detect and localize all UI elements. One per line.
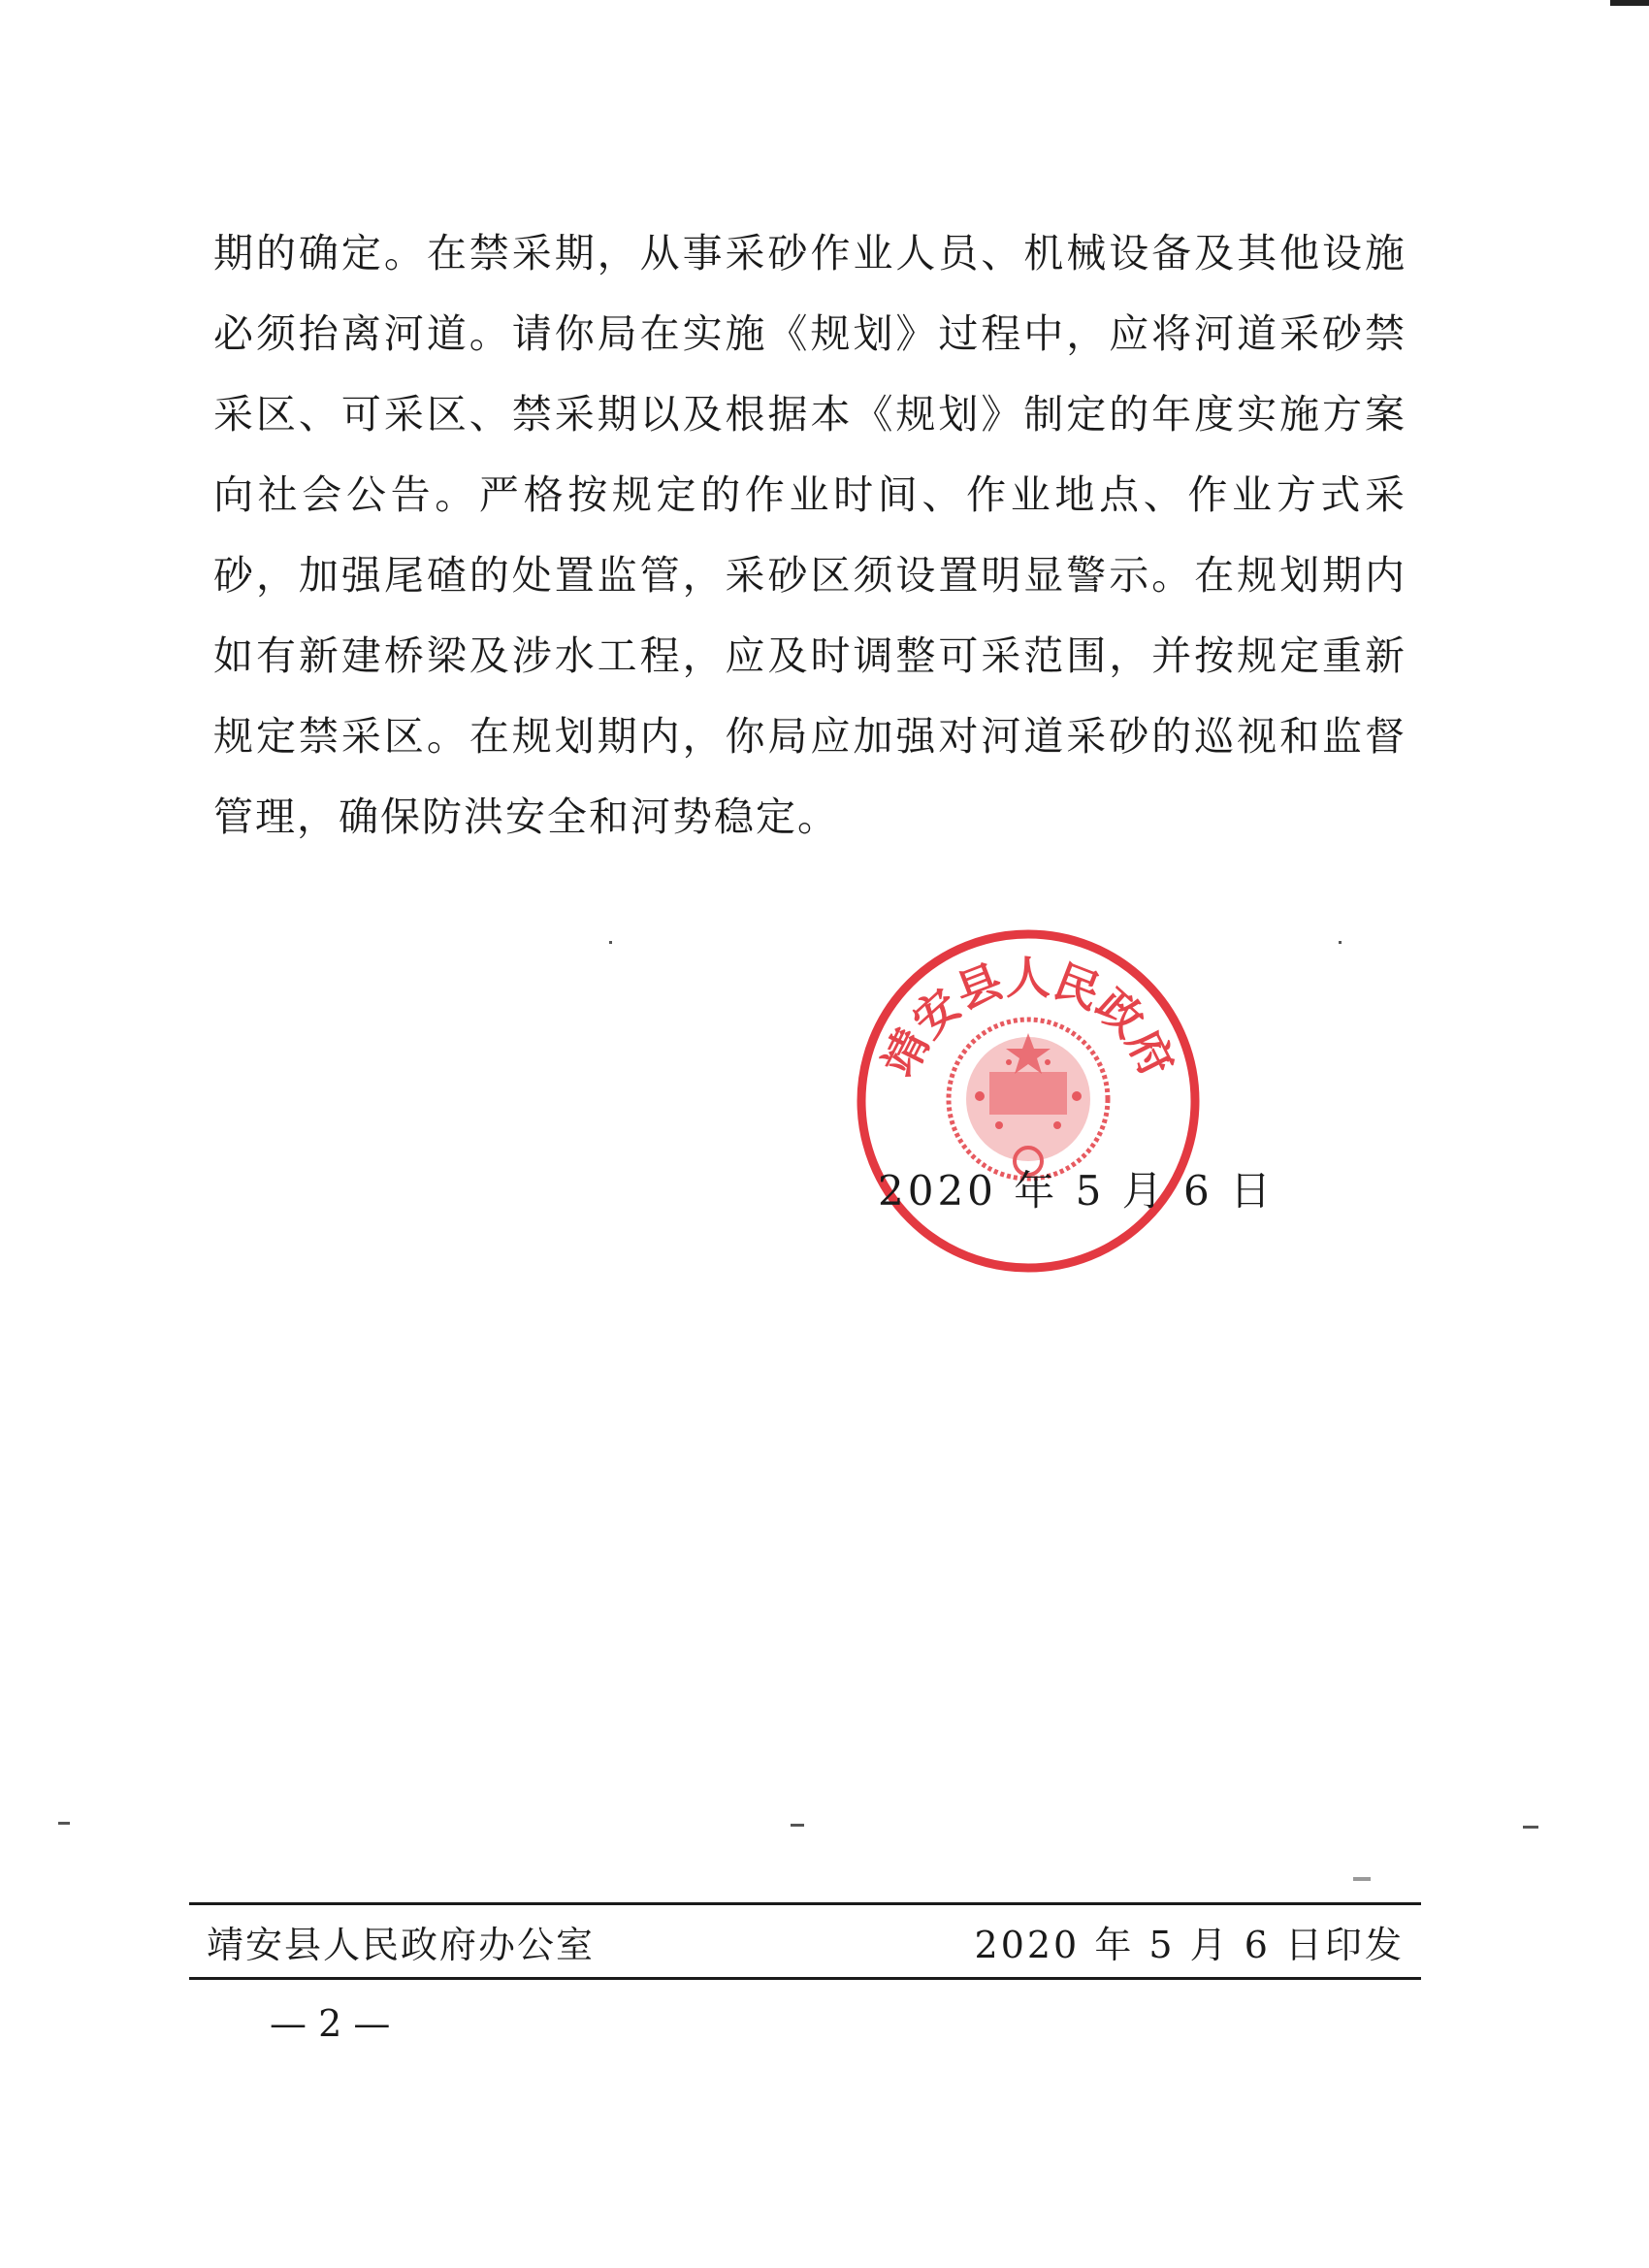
signature-date: 2020 年 5 月 6 日 — [878, 1167, 1276, 1215]
issue-date: 2020 年 5 月 6 日印发 — [974, 1924, 1405, 1966]
scan-edge-mark — [1610, 0, 1649, 6]
official-seal — [854, 926, 1203, 1276]
national-emblem-icon — [949, 1020, 1108, 1179]
footer-bottom-rule — [189, 1977, 1421, 1980]
seal-text: 靖安县人民政府 — [872, 951, 1184, 1085]
body-paragraph: 期的确定。在禁采期，从事采砂作业人员、机械设备及其他设施必须抬离河道。请你局在实施《规划》过程中，应将河道采砂禁采区、可采区、禁采期以及根据本《规划》制定的年度实施方案向社会公告。严格按规定的作业时间、作业地点、作业方式采砂，加强尾碴的处置监管，采砂区须设置明显警示。在规划期内如有新建桥梁及涉水工程，应及时调整可采范围，并按规定重新规定禁采区。在规划期内，你局应加强对河道采砂的巡视和监督管理，确保防洪安全和河势稳定。 — [213, 230, 1406, 840]
issuing-office: 靖安县人民政府办公室 — [207, 1924, 596, 1966]
page-number: — 2 — — [270, 2002, 391, 2045]
footer-top-rule — [189, 1902, 1421, 1905]
